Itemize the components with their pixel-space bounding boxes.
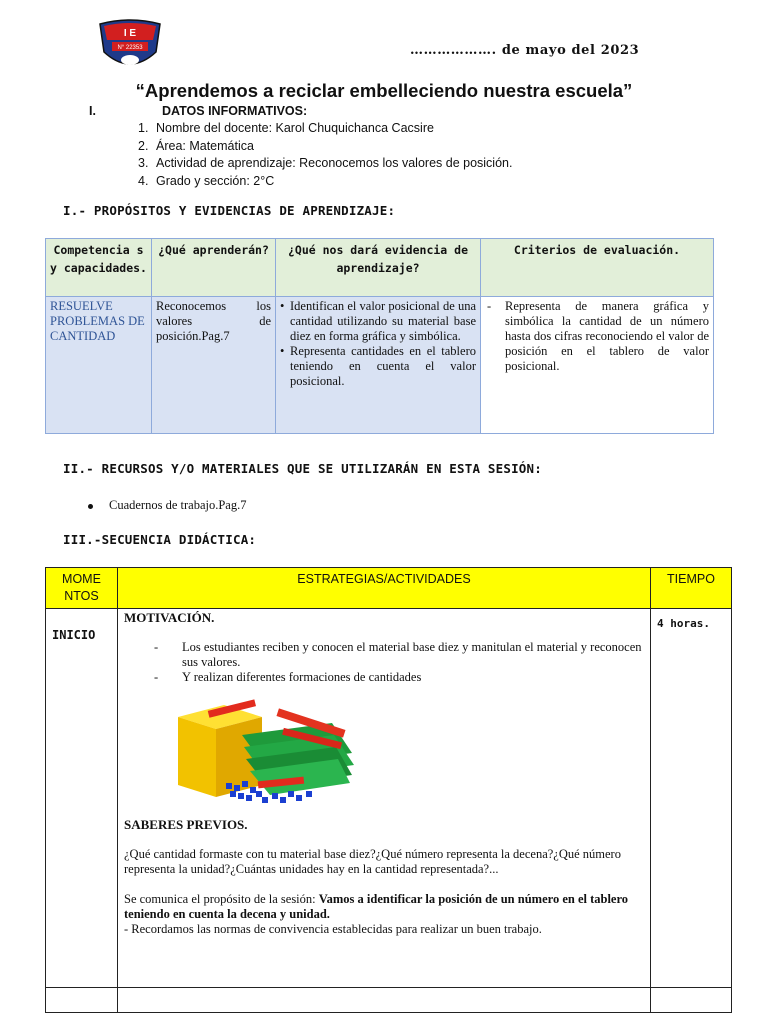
tiempo-value: 4 horas. [651,609,732,988]
datos-item: 4. Grado y sección: 2°C [138,173,275,188]
resource-item: Cuadernos de trabajo.Pag.7 [88,498,246,513]
propositos-table [45,238,714,434]
datos-roman-numeral: I. [89,104,96,118]
svg-text:I E: I E [123,28,137,39]
evidencia-item: • Identifican el valor posicional de una cantidad utilizando su material base diez en forma gráfica y simbólica. [280,299,476,343]
secuencia-table [45,567,732,1013]
moment-inicio: INICIO [46,609,118,988]
header-evidencia: ¿Qué nos dará evidencia de aprendizaje? [276,239,481,297]
table-row [46,297,714,434]
header-momentos: MOME NTOS [46,568,118,609]
table-row [46,609,732,988]
datos-list [138,120,512,190]
table-header-row [46,568,732,609]
table-header-row [46,239,714,297]
datos-item: 3. Actividad de aprendizaje: Reconocemos los valores de posición. [138,156,513,170]
aprenderan-text: Reconocemos los valores de posición.Pag.7 [156,299,271,343]
datos-heading: DATOS INFORMATIVOS: [162,104,308,118]
session-title: “Aprendemos a reciclar embelleciendo nuestra escuela” [135,80,633,101]
motivacion-item: - Y realizan diferentes formaciones de cantidades [154,670,422,684]
datos-item: 1. Nombre del docente: Karol Chuquichanca Cacsire [138,121,434,135]
competencia-text: RESUELVE PROBLEMAS DE CANTIDAD [50,299,145,343]
svg-text:N° 22353: N° 22353 [117,45,143,51]
datos-item: 2. Área: Matemática [138,138,254,153]
normas-text: - Recordamos las normas de convivencia establecidas para realizar un buen trabajo. [124,922,542,936]
saberes-title: SABERES PREVIOS. [124,817,248,832]
document-date: ………………. de mayo del 2023 [410,43,640,58]
motivacion-item: - Los estudiantes reciben y conocen el material base diez y manitulan el material y reconocen sus valores. [154,640,642,669]
header-criterios: Criterios de evaluación. [481,239,714,297]
criterio-item: - Representa de manera gráfica y simbólica la cantidad de un número hasta dos cifras reconociendo el valor de posición en el tablero de valor posicional. [487,299,709,373]
table-row-empty [46,988,732,1013]
header-tiempo: TIEMPO [651,568,732,609]
bullet-icon [88,504,93,509]
header-aprenderan: ¿Qué aprenderán? [152,239,276,297]
school-crest-logo [96,18,164,74]
section-heading-secuencia: III.-SECUENCIA DIDÁCTICA: [63,532,257,547]
header-estrategias: ESTRATEGIAS/ACTIVIDADES [118,568,651,609]
motivacion-title: MOTIVACIÓN. [124,610,215,625]
section-heading-propositos: I.- PROPÓSITOS Y EVIDENCIAS DE APRENDIZAJE: [63,203,396,218]
evidencia-item: • Representa cantidades en el tablero teniendo en cuenta el valor posicional. [280,344,476,388]
base-ten-blocks-image [172,695,354,807]
proposito-text: Se comunica el propósito de la sesión: Vamos a identificar la posición de un número en el tablero teniendo en cuenta la decena y unidad. [124,892,629,921]
saberes-questions: ¿Qué cantidad formaste con tu material base diez?¿Qué número representa la decena?¿Qué número representa la unidad?¿Cuántas unidades hay en la cantidad representada?... [124,847,621,876]
section-heading-recursos: II.- RECURSOS Y/O MATERIALES QUE SE UTILIZARÁN EN ESTA SESIÓN: [63,461,542,476]
header-competencias: Competencia s y capacidades. [46,239,152,297]
